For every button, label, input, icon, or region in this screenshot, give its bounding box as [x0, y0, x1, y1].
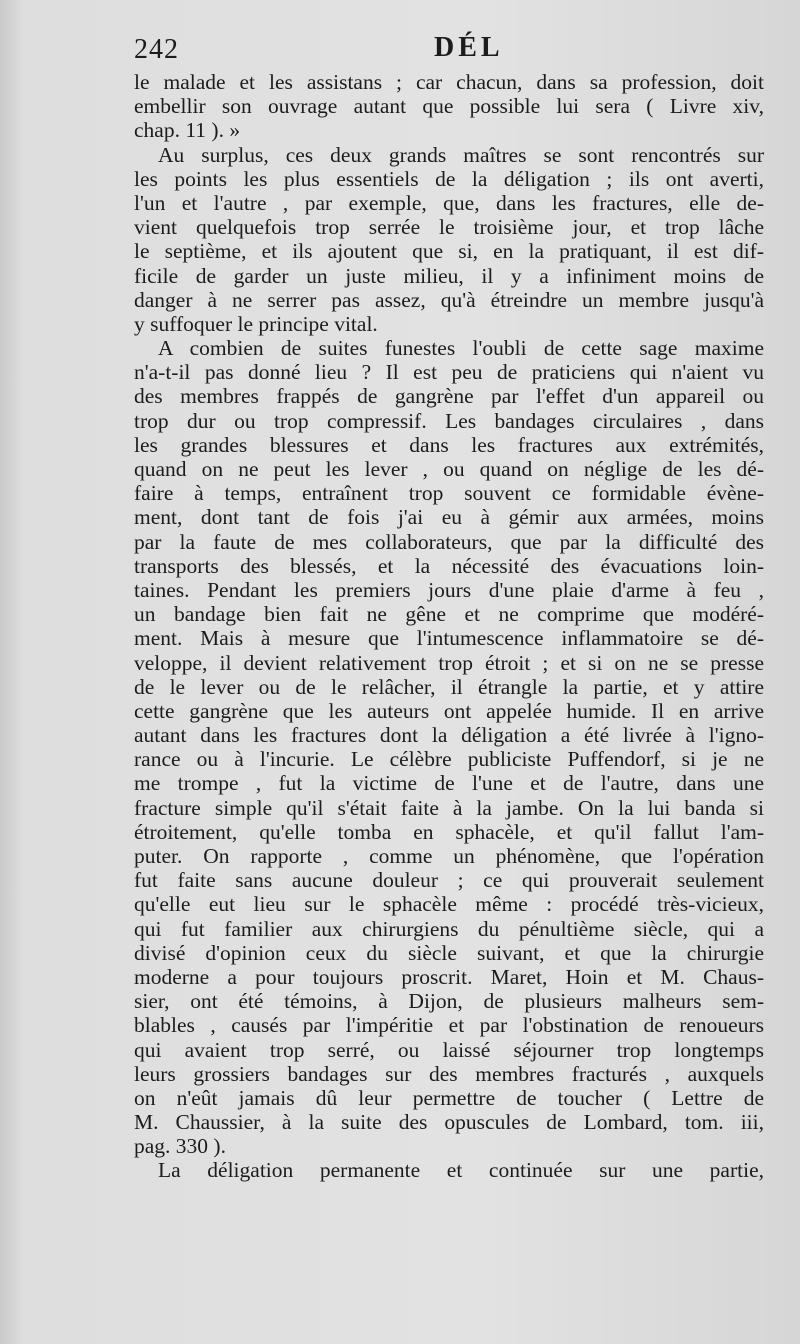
text-line: de le lever ou de le relâcher, il étrangle la partie, et y attire	[134, 674, 764, 699]
text-line: La déligation permanente et continuée sur une partie,	[158, 1158, 764, 1183]
text-line: embellir son ouvrage autant que possible lui sera ( Livre xiv,	[134, 94, 764, 119]
text-line: taines. Pendant les premiers jours d'une plaie d'arme à feu ,	[134, 577, 764, 602]
text-line: autant dans les fractures dont la déligation a été livrée à l'igno-	[134, 723, 764, 748]
text-line: les grandes blessures et dans les fractures aux extrémités,	[134, 432, 764, 457]
text-line: des membres frappés de gangrène par l'effet d'un appareil ou	[134, 384, 764, 409]
text-line: cette gangrène que les auteurs ont appelée humide. Il en arrive	[134, 698, 764, 723]
text-line: leurs grossiers bandages sur des membres fracturés , auxquels	[134, 1061, 764, 1086]
text-line: faire à temps, entraînent trop souvent ce formidable évène-	[134, 481, 764, 506]
text-line: moderne a pour toujours proscrit. Maret, Hoin et M. Chaus-	[134, 964, 764, 989]
text-line: étroitement, qu'elle tomba en sphacèle, et qu'il fallut l'am-	[134, 819, 764, 844]
text-line: pag. 330 ).	[134, 1134, 226, 1159]
text-line: vient quelquefois trop serrée le troisième jour, et trop lâche	[134, 215, 764, 240]
text-line: veloppe, il devient relativement trop étroit ; et si on ne se presse	[134, 650, 764, 675]
text-line: me trompe , fut la victime de l'une et de l'autre, dans une	[134, 771, 764, 796]
text-line: ficile de garder un juste milieu, il y a infiniment moins de	[134, 263, 764, 288]
text-line: Au surplus, ces deux grands maîtres se sont rencontrés sur	[158, 142, 764, 167]
text-line: y suffoquer le principe vital.	[134, 311, 378, 336]
text-line: danger à ne serrer pas assez, qu'à étreindre un membre jusqu'à	[134, 287, 764, 312]
text-line: A combien de suites funestes l'oubli de cette sage maxime	[158, 336, 764, 361]
text-line: le malade et les assistans ; car chacun, dans sa profession, doit	[134, 70, 764, 94]
text-line: trop dur ou trop compressif. Les bandages circulaires , dans	[134, 408, 764, 433]
body-text	[134, 70, 764, 1183]
text-line: par la faute de mes collaborateurs, que par la difficulté des	[134, 529, 764, 554]
text-line: les points les plus essentiels de la déligation ; ils ont averti,	[134, 166, 764, 191]
text-line: blables , causés par l'impéritie et par l'obstination de renoueurs	[134, 1013, 764, 1038]
text-line: fut faite sans aucune douleur ; ce qui prouverait seulement	[134, 868, 764, 893]
text-line: transports des blessés, et la nécessité des évacuations loin-	[134, 553, 764, 578]
text-line: divisé d'opinion ceux du siècle suivant, et que la chirurgie	[134, 940, 764, 965]
text-line: qui avaient trop serré, ou laissé séjourner trop longtemps	[134, 1037, 764, 1062]
text-line: on n'eût jamais dû leur permettre de toucher ( Lettre de	[134, 1085, 764, 1110]
text-line: qu'elle eut lieu sur le sphacèle même : procédé très-vicieux,	[134, 892, 764, 917]
text-line: chap. 11 ). »	[134, 118, 241, 143]
text-line: M. Chaussier, à la suite des opuscules de Lombard, tom. iii,	[134, 1110, 764, 1135]
running-head: DÉL	[434, 32, 504, 63]
text-line: puter. On rapporte , comme un phénomène, que l'opération	[134, 844, 764, 868]
text-line: le septième, et ils ajoutent que si, en la pratiquant, il est dif-	[134, 239, 764, 264]
text-line: qui fut familier aux chirurgiens du pénultième siècle, qui a	[134, 916, 764, 941]
text-line: ment, dont tant de fois j'ai eu à gémir aux armées, moins	[134, 505, 764, 530]
text-line: sier, ont été témoins, à Dijon, de plusieurs malheurs sem-	[134, 989, 764, 1014]
text-line: l'un et l'autre , par exemple, que, dans les fractures, elle de-	[134, 190, 764, 215]
page-header	[134, 32, 764, 72]
text-line: ment. Mais à mesure que l'intumescence inflammatoire se dé-	[134, 626, 764, 651]
text-line: un bandage bien fait ne gêne et ne comprime que modéré-	[134, 602, 764, 627]
text-line: fracture simple qu'il s'était faite à la jambe. On la lui banda si	[134, 795, 764, 820]
text-line: n'a-t-il pas donné lieu ? Il est peu de praticiens qui n'aient vu	[134, 360, 764, 385]
page-number: 242	[134, 34, 179, 65]
text-line: rance ou à l'incurie. Le célèbre publiciste Puffendorf, si je ne	[134, 747, 764, 772]
text-line: quand on ne peut les lever , ou quand on néglige de les dé-	[134, 457, 764, 481]
